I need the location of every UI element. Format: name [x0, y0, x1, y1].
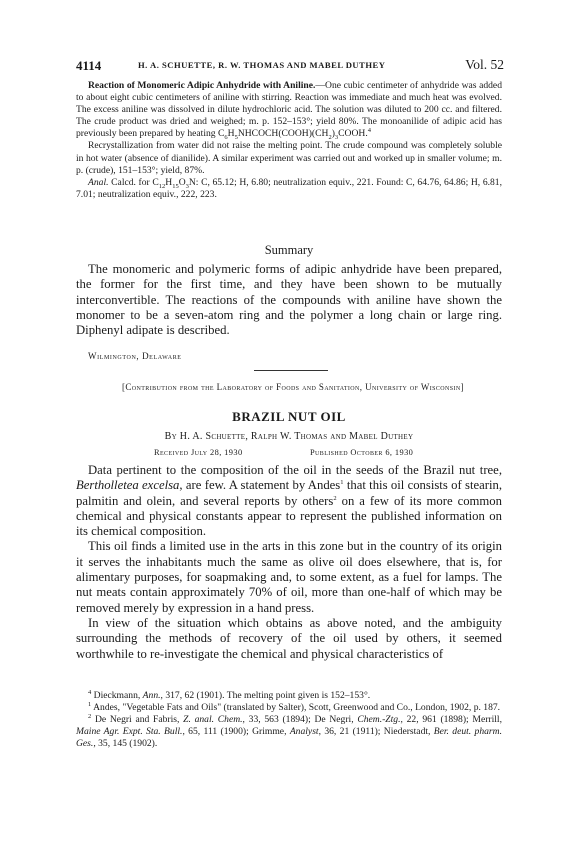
- volume-label: Vol. 52: [465, 57, 504, 72]
- summary-heading: Summary: [264, 243, 314, 257]
- article-title: BRAZIL NUT OIL: [232, 409, 346, 424]
- footnote-ref[interactable]: 4: [367, 127, 371, 135]
- page-number: 4114: [76, 58, 102, 73]
- experimental-section: [76, 80, 502, 201]
- aniline-reaction-title: Reaction of Monomeric Adipic Anhydride with Aniline.: [88, 80, 316, 91]
- footnote-2: $^2$ De Negri and Fabris, Z. anal. Chem., 33, 563 (1894); De Negri, Chem.-Ztg., 22, 961 (1898); Merrill, Maine Agr. Expt. Sta. Bull., 65, 111 (1900); Grimme, Analyst, 36, 21 (1911); Niederstadt, Ber. deut. pharm. Ges., 35, 145 (1902).: [76, 712, 502, 749]
- footnote-4: $^4$ Dieckmann, Ann., 317, 62 (1901). The melting point given is 152–153°.: [88, 688, 371, 701]
- published-date: Published October 6, 1930: [310, 448, 414, 457]
- section-divider: [254, 370, 328, 371]
- analysis-paragraph: Anal. Calcd. for $C_{12}H_{15}O_3N$: C, 65.12; H, 6.80; neutralization equiv., 221. Found: C, 64.76, 64.86; H, 6.81, 7.01; neutralization equiv., 222, 223.: [76, 176, 503, 200]
- footnotes: [76, 690, 502, 750]
- byline: By H. A. Schuette, Ralph W. Thomas and Mabel Duthey: [164, 431, 414, 442]
- summary-text: The monomeric and polymeric forms of adipic anhydride have been prepared, the former for the first time, and they have been shown to be mutually interconvertible. The reactions of the compounds with aniline have shown the monomer to be a seven-atom ring and the polymer a long chain or large ring. Diphenyl adipate is described.: [76, 262, 502, 338]
- body-paragraph-1: Data pertinent to the composition of the oil in the seeds of the Brazil nut tree, Bertholletea excelsa, are few. A statement by Andes$^1$ that this oil consists of stearin, palmitin and olein, and several reports by others$^2$ on a few of its more common chemical and physical constants appear to represent the published information on its chemical composition.: [76, 463, 503, 539]
- body-paragraph-3: In view of the situation which obtains as above noted, and the ambiguity surrounding the methods of recovery of the oil used by others, it seemed worthwhile to re-investigate the chemical and physical characteristics of: [76, 615, 502, 661]
- received-date: Received July 28, 1930: [154, 448, 243, 457]
- footnote-1: $^1$ Andes, "Vegetable Fats and Oils" (translated by Salter), Scott, Greenwood and Co., London, 1902, p. 187.: [88, 700, 501, 713]
- footnote-ref[interactable]: 2: [333, 494, 337, 502]
- header-authors: H. A. SCHUETTE, R. W. THOMAS AND MABEL DUTHEY: [138, 60, 386, 70]
- place-line: Wilmington, Delaware: [88, 351, 182, 361]
- running-head: [76, 58, 504, 76]
- footnote-ref[interactable]: 1: [340, 479, 344, 487]
- contribution-note: [Contribution from the Laboratory of Foods and Sanitation, University of Wisconsin]: [121, 382, 465, 392]
- species-name: Bertholletea excelsa: [76, 478, 180, 493]
- recrystallization-paragraph: Recrystallization from water did not raise the melting point. The crude compound was completely soluble in hot water (absence of dianilide). A similar experiment was carried out and worked up in smaller volume; m. p. (crude), 151–153°; yield, 87%.: [76, 140, 502, 176]
- article-body: [76, 463, 502, 662]
- body-paragraph-2: This oil finds a limited use in the arts in this zone but in the country of its origin it serves the inhabitants much the same as olive oil does elsewhere, that is, for alimentary purposes, for soapmaking and, to some extent, as a fuel for lamps. The nut meats contain approximately 70% of oil, more than one-half of which may be removed merely by expression in a hand press.: [76, 539, 502, 615]
- aniline-reaction-paragraph: Reaction of Monomeric Adipic Anhydride with Aniline.—One cubic centimeter of anhydride was added to about eight cubic centimeters of aniline with stirring. Reaction was immediate and much heat was evolved. The excess aniline was dissolved in dilute hydrochloric acid. The solution was diluted to 200 cc. and filtered. The crude product was dried and weighed; m. p. 152–153°; yield 80%. The monoanilide of adipic acid has previously been prepared by heating $C_6H_5NHCOCH(COOH)(CH_2)_3COOH.^4$: [76, 80, 502, 142]
